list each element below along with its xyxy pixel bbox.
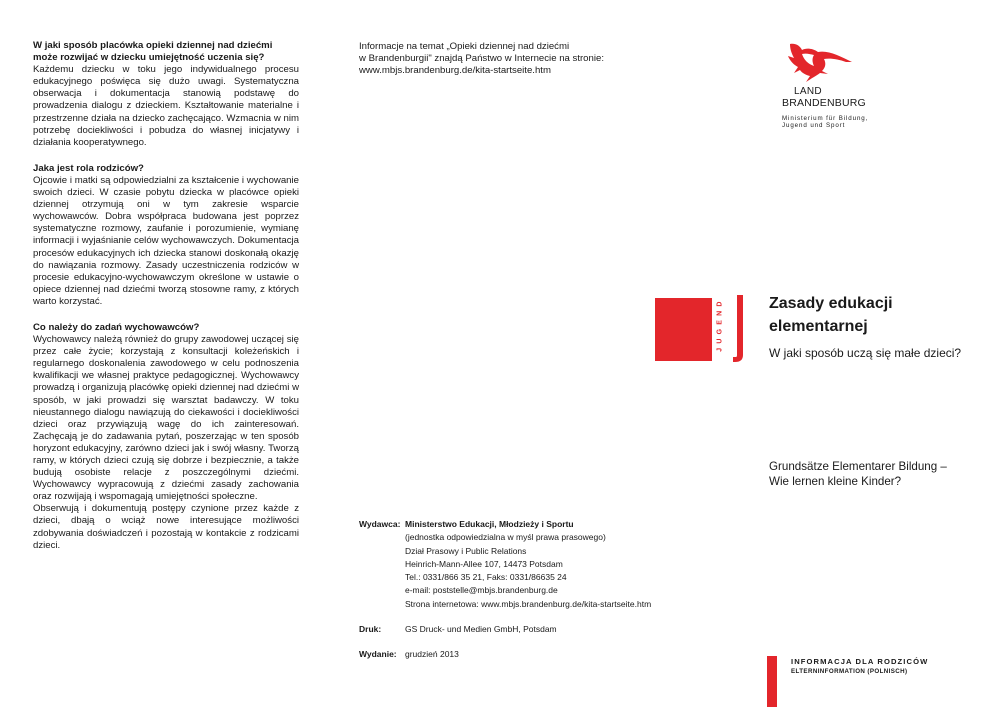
section-body-continued: Obserwują i dokumentują postępy czynione przez każde z dzieci, dbają o wciąż nowe interesujące możliwości zdobywania doświadczeń i pozostają w kontakcie z rodzicami dzieci. bbox=[33, 503, 299, 551]
parent-info-polish: INFORMACJA DLA RODZICÓW bbox=[791, 657, 929, 666]
info-url: www.mbjs.brandenburg.de/kita-startseite.htm bbox=[359, 65, 551, 77]
publisher-line: (jednostka odpowiedzialna w myśl prawa prasowego) bbox=[405, 532, 606, 543]
publisher-row bbox=[359, 518, 659, 611]
title-line: Zasady edukacji bbox=[769, 295, 893, 312]
print-label: Druk: bbox=[359, 624, 382, 635]
imprint bbox=[359, 518, 659, 662]
j-hook-icon bbox=[733, 295, 745, 363]
section-body: Ojcowie i matki są odpowiedzialni za kształcenie i wychowanie swoich dzieci. W czasie pobytu dziecka w placówce opieki dziennej otrzymują oni w tym zakresie wsparcie wychowawców. Dobra współpraca budowana jest poprzez systematyczne rozmowy, zaufanie i porozumienie, wymianę informacji i wyjaśnianie celów wychowawczych. Dokumentacja procesów edukacyjnych ich dziecka stanowi doskonałą okazję do nawiązania rozmowy. Zasady uczestniczenia rodziców w procesie edukacyjno-wychowawczym określone w ustawie o opiece dziennej nad dziećmi tworzą stosowne ramy, z których warto korzystać. bbox=[33, 174, 299, 307]
publisher-line: Ministerstwo Edukacji, Młodzieży i Sportu bbox=[405, 519, 574, 529]
cover-subtitle: W jaki sposób uczą się małe dzieci? bbox=[769, 346, 962, 360]
cover-title bbox=[769, 292, 893, 338]
info-text bbox=[359, 41, 629, 78]
print-row bbox=[359, 623, 659, 636]
section-heading: Jaka jest rola rodziców? bbox=[33, 162, 144, 174]
info-line: Informacje na temat „Opieki dziennej nad dziećmi bbox=[359, 41, 570, 52]
left-column bbox=[33, 40, 299, 566]
red-eagle-icon bbox=[782, 40, 862, 86]
publisher-details bbox=[405, 518, 659, 611]
edition-label: Wydanie: bbox=[359, 649, 397, 660]
info-line: w Brandenburgii" znajdą Państwo w Internecie na stronie: bbox=[359, 53, 604, 65]
german-title bbox=[769, 459, 947, 489]
footer-red-bar bbox=[767, 656, 777, 707]
jugend-text: JUGEND bbox=[716, 297, 724, 352]
publisher-line: Tel.: 0331/866 35 21, Faks: 0331/86635 24 bbox=[405, 572, 567, 583]
logo-brandenburg: BRANDENBURG bbox=[782, 97, 866, 109]
section-body: Każdemu dziecku w toku jego indywidualnego procesu edukacyjnego poświęca się dużo uwagi. Systematyczna obserwacja i dokumentacja stanowią podstawę do prowadzenia dialogu z dzieckiem. Kształtowanie materialne i przestrzenne działa na dziecko zachęcająco. Wzmacnia w nim potrzebę dociekliwości i pobudza do własnej inicjatywy i działania kooperatywnego. bbox=[33, 64, 299, 148]
logo-ministry bbox=[782, 115, 902, 130]
publisher-line: Heinrich-Mann-Allee 107, 14473 Potsdam bbox=[405, 558, 563, 569]
parent-info bbox=[791, 657, 928, 676]
red-square bbox=[655, 298, 712, 361]
edition-value: grudzień 2013 bbox=[405, 649, 459, 660]
german-line: Wie lernen kleine Kinder? bbox=[769, 475, 902, 488]
publisher-line: Dział Prasowy i Public Relations bbox=[405, 545, 527, 556]
publisher-line: e-mail: poststelle@mbjs.brandenburg.de bbox=[405, 585, 558, 596]
ministry-line: Ministerium für Bildung, bbox=[782, 115, 869, 122]
section-learning bbox=[33, 40, 299, 149]
section-heading: W jaki sposób placówka opieki dziennej nad dziećmi może rozwijać w dziecku umiejętność uczenia się? bbox=[33, 40, 273, 64]
brandenburg-logo bbox=[782, 40, 902, 130]
ministry-line: Jugend und Sport bbox=[782, 122, 846, 130]
edition-row bbox=[359, 648, 659, 661]
jugend-label bbox=[714, 294, 726, 360]
publisher-label: Wydawca: bbox=[359, 519, 401, 529]
section-parents bbox=[33, 163, 299, 308]
section-heading: Co należy do zadań wychowawców? bbox=[33, 321, 200, 333]
publisher-line: Strona internetowa: www.mbjs.brandenburg.de/kita-startseite.htm bbox=[405, 598, 652, 609]
title-line: elementarnej bbox=[769, 318, 868, 335]
section-educators bbox=[33, 322, 299, 552]
section-body: Wychowawcy należą również do grupy zawodowej uczącej się przez całe życie; korzystają z konsultacji koleżeńskich i regularnego doskonalenia zawodowego w celu podnoszenia kwalifikacji we własnej praktyce pedagogicznej. Wychowawcy prowadzą i organizują placówkę opieki dziennej nad dziećmi w sposób, w jaki prowadzi się warsztat badawczy. W toku nieustannego dialogu nawiązują do ciekawości i dociekliwości dzieci oraz przywiązują wagę do ich zainteresowań. Zachęcają je do zadawania pytań, poszerzając w ten sposób horyzont edukacyjny, zarówno dzieci jak i swój własny. Tworzą ramy, w których dzieci czują się dobrze i bezpiecznie, a także budują osobiste relacje z poszczególnymi dziećmi. Wychowawcy wypracowują z dziećmi zasady zachowania oraz rozwijają i wspomagają umiejętności społeczne. bbox=[33, 334, 299, 503]
german-line: Grundsätze Elementarer Bildung – bbox=[769, 460, 947, 473]
logo-land: LAND bbox=[794, 86, 822, 97]
print-value: GS Druck- und Medien GmbH, Potsdam bbox=[405, 624, 557, 635]
parent-info-german: ELTERNINFORMATION (POLNISCH) bbox=[791, 668, 908, 675]
